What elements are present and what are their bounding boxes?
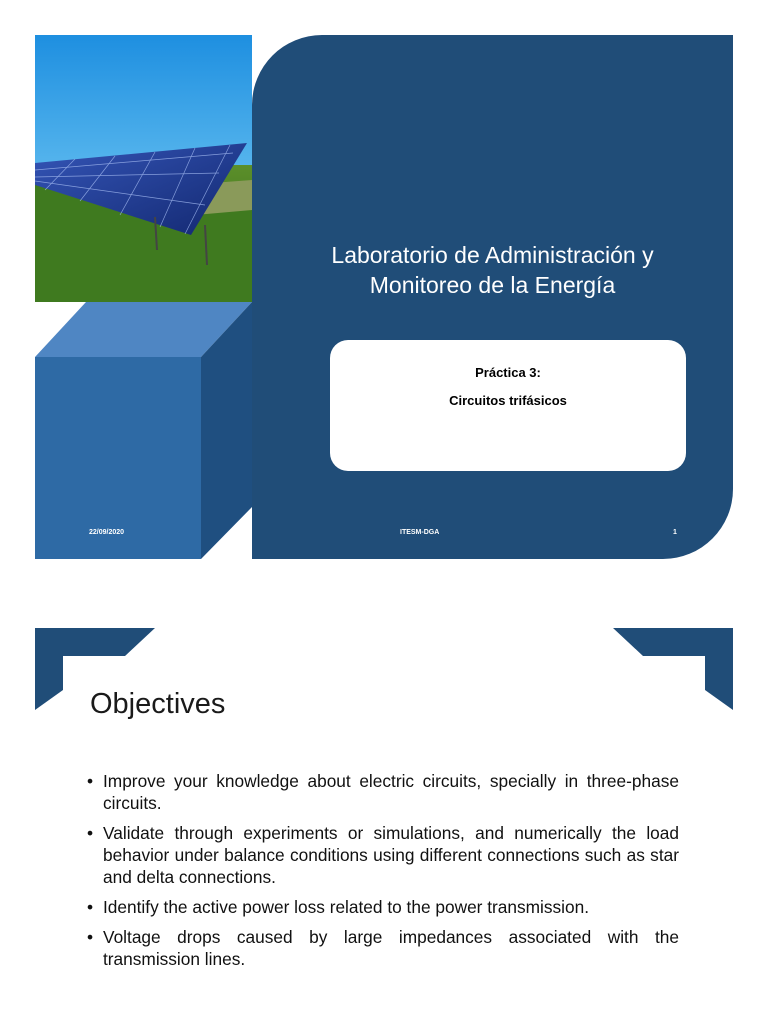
footer-page-number: 1 <box>673 529 677 536</box>
slide-title <box>252 240 733 300</box>
title-panel <box>252 35 733 559</box>
bullet-icon: • <box>87 771 94 791</box>
subtitle-topic: Circuitos trifásicos <box>449 393 567 408</box>
list-item <box>87 896 679 918</box>
list-item <box>87 926 679 970</box>
list-item <box>87 770 679 814</box>
solar-panel-photo <box>35 35 252 302</box>
subtitle-box <box>330 340 686 471</box>
list-item <box>87 822 679 888</box>
objective-text: Voltage drops caused by large impedances associated with the transmission lines. <box>103 927 679 969</box>
title-slide <box>35 35 733 559</box>
subtitle-practice: Práctica 3: <box>475 365 541 380</box>
objective-text: Improve your knowledge about electric circuits, specially in three-phase circuits. <box>103 771 679 813</box>
bullet-icon: • <box>87 927 94 947</box>
objectives-heading: Objectives <box>90 688 226 720</box>
objective-text: Validate through experiments or simulations, and numerically the load behavior under balance conditions using different connections such as star and delta connections. <box>103 823 679 887</box>
bullet-icon: • <box>87 897 94 917</box>
decorative-3d-block <box>35 302 265 559</box>
objectives-slide <box>35 628 733 1024</box>
corner-accent-right <box>613 628 733 710</box>
title-line-2: Monitoreo de la Energía <box>369 272 616 298</box>
title-line-1: Laboratorio de Administración y <box>331 242 654 268</box>
bullet-icon: • <box>87 823 94 843</box>
footer-date: 22/09/2020 <box>89 529 125 536</box>
footer-org: ITESM-DGA <box>400 529 440 536</box>
objectives-list <box>87 770 679 978</box>
objective-text: Identify the active power loss related to the power transmission. <box>103 897 590 917</box>
